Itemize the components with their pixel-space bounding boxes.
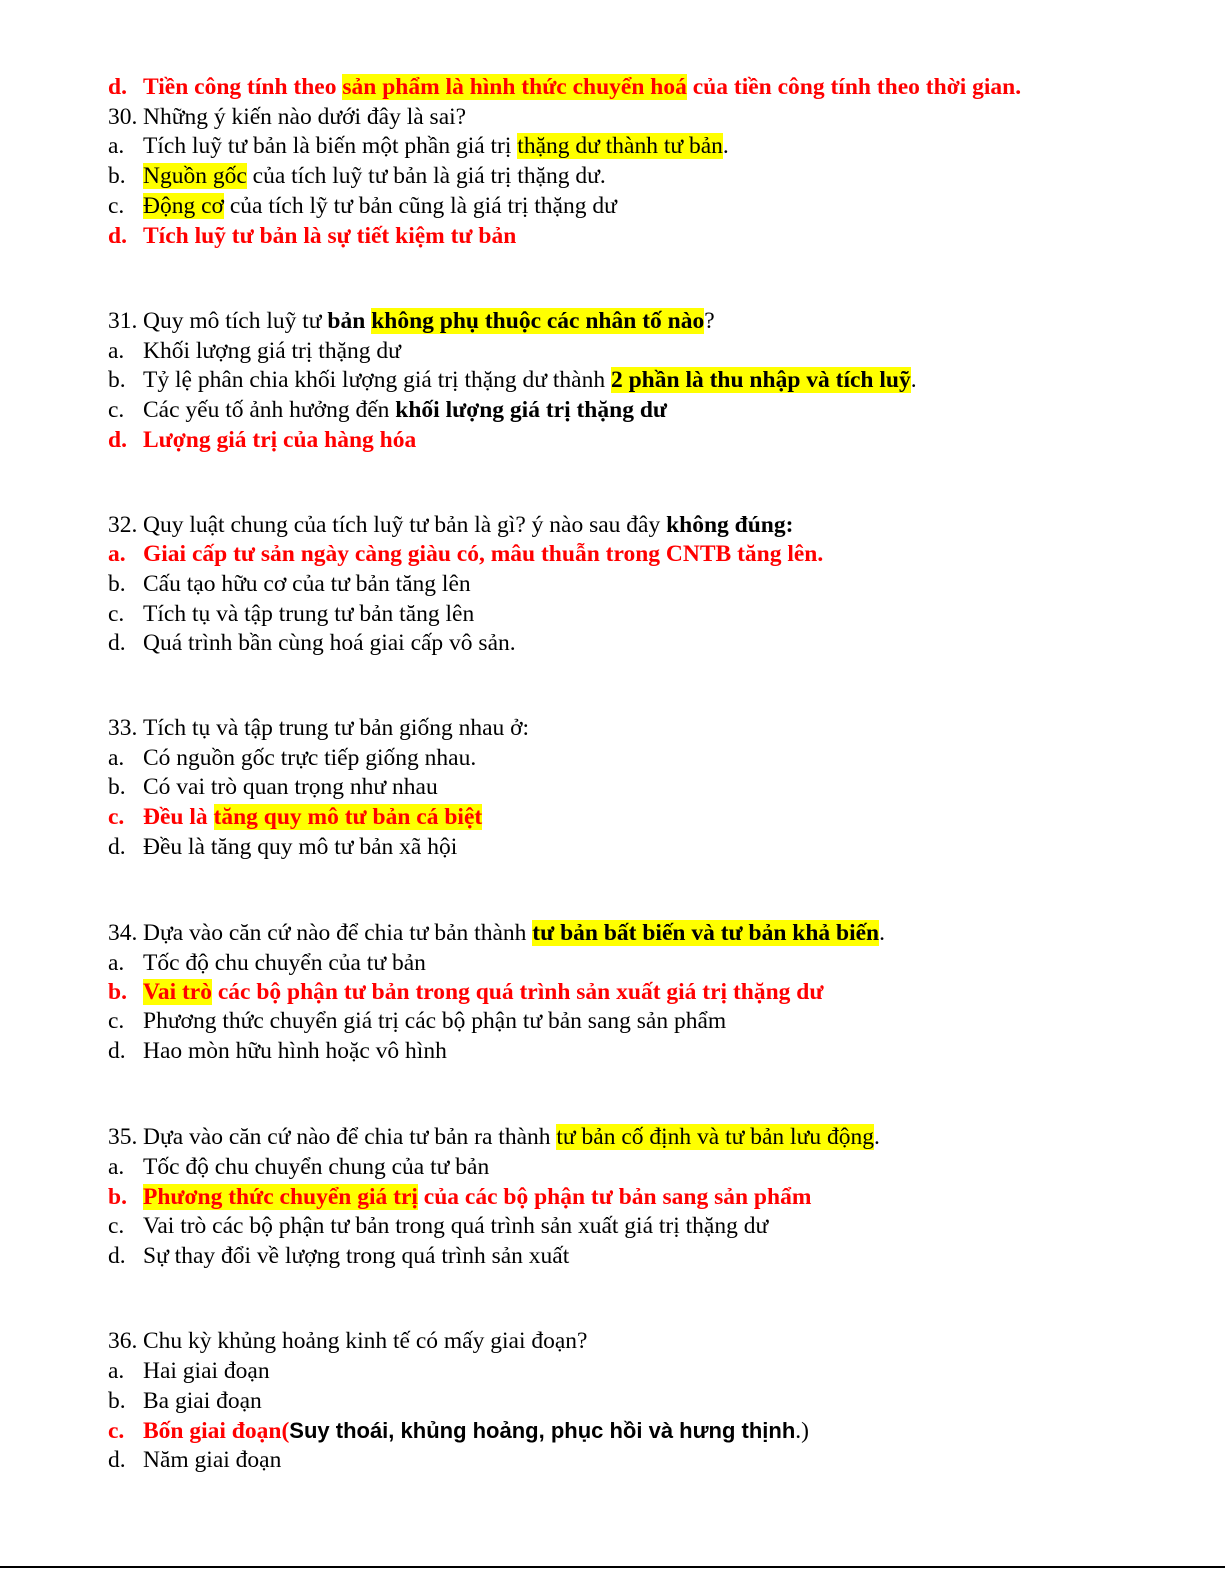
q31-option-c: [108, 395, 1205, 425]
option-label: a.: [108, 950, 125, 976]
option-label: d.: [108, 834, 126, 860]
q31-option-d: [108, 425, 1205, 455]
question-text: ?: [704, 308, 715, 334]
question-text-bold: bản: [327, 308, 372, 334]
highlighted-text: tư bản bất biến và tư bản khả biến: [532, 920, 880, 946]
option-text: của các bộ phận tư bản sang sản phẩm: [417, 1184, 812, 1210]
option-text: .: [910, 367, 917, 393]
q36-option-c: [108, 1416, 1205, 1446]
option-label: b.: [108, 774, 126, 800]
option-label: c.: [108, 193, 125, 219]
highlighted-text: tư bản cố định và tư bản lưu động: [556, 1124, 874, 1150]
option-label: a.: [108, 1358, 125, 1384]
page-bottom-border: [0, 1566, 1225, 1568]
q35-option-b: [108, 1182, 1205, 1212]
q35-option-c: [108, 1211, 1205, 1241]
option-label: a.: [108, 1154, 125, 1180]
q32-option-b: [108, 569, 1205, 599]
option-label: b.: [108, 1184, 127, 1210]
option-label: d.: [108, 1038, 126, 1064]
q30-option-d: [108, 221, 1205, 251]
question-number: 34.: [108, 920, 138, 946]
question-35: [108, 1122, 1205, 1152]
highlighted-text: không phụ thuộc các nhân tố nào: [371, 308, 705, 334]
option-text: Tích luỹ tư bản là biến một phần giá trị: [143, 133, 518, 159]
option-text: Sự thay đổi về lượng trong quá trình sản xuất: [143, 1243, 570, 1269]
q31-option-b: [108, 365, 1205, 395]
option-text: Giai cấp tư sản ngày càng giàu có, mâu thuẫn trong CNTB tăng lên.: [143, 541, 824, 567]
option-label: a.: [108, 745, 125, 771]
option-label: c.: [108, 601, 125, 627]
option-text: Lượng giá trị của hàng hóa: [143, 427, 417, 453]
question-text: Những ý kiến nào dưới đây là sai?: [143, 104, 467, 130]
option-text: của tích lỹ tư bản cũng là giá trị thặng dư: [223, 193, 617, 219]
option-text-note: Suy thoái, khủng hoảng, phục hồi và hưng thịnh: [289, 1418, 796, 1443]
option-label: b.: [108, 163, 126, 189]
option-text-closing: .): [795, 1418, 809, 1444]
q29-option-d: [108, 72, 1205, 102]
question-33: [108, 713, 1205, 743]
question-34: [108, 918, 1205, 948]
option-text: Tích luỹ tư bản là sự tiết kiệm tư bản: [143, 223, 517, 249]
option-text: Đều là: [143, 804, 214, 830]
option-label: d.: [108, 74, 127, 100]
option-text: Có nguồn gốc trực tiếp giống nhau.: [143, 745, 477, 771]
question-32: [108, 510, 1205, 540]
q35-option-a: [108, 1152, 1205, 1182]
q36-option-a: [108, 1356, 1205, 1386]
option-label: c.: [108, 1008, 125, 1034]
option-label: a.: [108, 133, 125, 159]
option-label: a.: [108, 541, 126, 567]
option-label: b.: [108, 1388, 126, 1414]
question-number: 31.: [108, 308, 138, 334]
option-text: các bộ phận tư bản trong quá trình sản xuất giá trị thặng dư: [211, 979, 824, 1005]
q32-option-d: [108, 628, 1205, 658]
highlighted-text: thặng dư thành tư bản: [517, 133, 723, 159]
question-number: 33.: [108, 715, 138, 741]
option-text: của tiền công tính theo thời gian.: [686, 74, 1022, 100]
q32-option-a: [108, 539, 1205, 569]
option-text: Vai trò các bộ phận tư bản trong quá trình sản xuất giá trị thặng dư: [143, 1213, 769, 1239]
option-label: d.: [108, 1447, 126, 1473]
question-number: 30.: [108, 104, 138, 130]
option-label: c.: [108, 804, 125, 830]
option-label: c.: [108, 397, 125, 423]
option-label: b.: [108, 367, 126, 393]
option-text: Quá trình bần cùng hoá giai cấp vô sản.: [143, 630, 516, 656]
option-text: của tích luỹ tư bản là giá trị thặng dư.: [246, 163, 606, 189]
q36-option-d: [108, 1445, 1205, 1475]
option-text: Có vai trò quan trọng như nhau: [143, 774, 438, 800]
option-text: Phương thức chuyển giá trị các bộ phận tư bản sang sản phẩm: [143, 1008, 727, 1034]
question-text: Dựa vào căn cứ nào để chia tư bản thành: [143, 920, 533, 946]
q33-option-b: [108, 772, 1205, 802]
option-text: Khối lượng giá trị thặng dư: [143, 338, 401, 364]
q30-option-a: [108, 131, 1205, 161]
question-number: 36.: [108, 1328, 138, 1354]
question-number: 35.: [108, 1124, 138, 1150]
question-36: [108, 1326, 1205, 1356]
option-label: b.: [108, 571, 126, 597]
highlighted-text: 2 phần là thu nhập và tích luỹ: [610, 367, 911, 393]
option-label: b.: [108, 979, 127, 1005]
highlighted-text: Vai trò: [143, 979, 212, 1005]
option-text: Năm giai đoạn: [143, 1447, 282, 1473]
q35-option-d: [108, 1241, 1205, 1271]
q33-option-c: [108, 802, 1205, 832]
option-text: Tỷ lệ phân chia khối lượng giá trị thặng dư thành: [143, 367, 611, 393]
question-text: Dựa vào căn cứ nào để chia tư bản ra thành: [143, 1124, 557, 1150]
q30-option-b: [108, 161, 1205, 191]
option-text: Cấu tạo hữu cơ của tư bản tăng lên: [143, 571, 471, 597]
option-text: Ba giai đoạn: [143, 1388, 262, 1414]
option-text: Tích tụ và tập trung tư bản tăng lên: [143, 601, 475, 627]
q31-option-a: [108, 336, 1205, 366]
question-text: Chu kỳ khủng hoảng kinh tế có mấy giai đoạn?: [143, 1328, 588, 1354]
highlighted-text: Phương thức chuyển giá trị: [143, 1184, 418, 1210]
highlighted-text: tăng quy mô tư bản cá biệt: [213, 804, 483, 830]
option-label: c.: [108, 1213, 125, 1239]
option-label: d.: [108, 223, 127, 249]
question-number: 32.: [108, 512, 138, 538]
option-text: Hai giai đoạn: [143, 1358, 270, 1384]
question-text: .: [873, 1124, 880, 1150]
question-text: Quy mô tích luỹ tư: [143, 308, 328, 334]
option-text: Bốn giai đoạn(: [143, 1418, 290, 1444]
q34-option-b: [108, 977, 1205, 1007]
q30-option-c: [108, 191, 1205, 221]
q34-option-d: [108, 1036, 1205, 1066]
option-text: .: [722, 133, 729, 159]
option-label: d.: [108, 1243, 126, 1269]
question-text-bold: không đúng:: [666, 512, 794, 538]
option-text-bold: khối lượng giá trị thặng dư: [395, 397, 667, 423]
option-label: a.: [108, 338, 125, 364]
option-text: Tiền công tính theo: [143, 74, 343, 100]
option-text: Các yếu tố ảnh hưởng đến: [143, 397, 396, 423]
q34-option-a: [108, 948, 1205, 978]
option-label: c.: [108, 1418, 125, 1444]
option-label: d.: [108, 630, 126, 656]
option-text: Hao mòn hữu hình hoặc vô hình: [143, 1038, 447, 1064]
q34-option-c: [108, 1006, 1205, 1036]
option-text: Tốc độ chu chuyển chung của tư bản: [143, 1154, 490, 1180]
option-text: Đều là tăng quy mô tư bản xã hội: [143, 834, 458, 860]
highlighted-text: Nguồn gốc: [143, 163, 247, 189]
q32-option-c: [108, 599, 1205, 629]
q33-option-a: [108, 743, 1205, 773]
question-text: .: [879, 920, 886, 946]
q33-option-d: [108, 832, 1205, 862]
highlighted-text: sản phẩm là hình thức chuyển hoá: [342, 74, 687, 100]
option-label: d.: [108, 427, 127, 453]
question-31: [108, 306, 1205, 336]
question-text: Quy luật chung của tích luỹ tư bản là gì? ý nào sau đây: [143, 512, 667, 538]
question-text: Tích tụ và tập trung tư bản giống nhau ở:: [143, 715, 530, 741]
highlighted-text: Động cơ: [143, 193, 224, 219]
question-30: [108, 102, 1205, 132]
option-text: Tốc độ chu chuyển của tư bản: [143, 950, 426, 976]
q36-option-b: [108, 1386, 1205, 1416]
